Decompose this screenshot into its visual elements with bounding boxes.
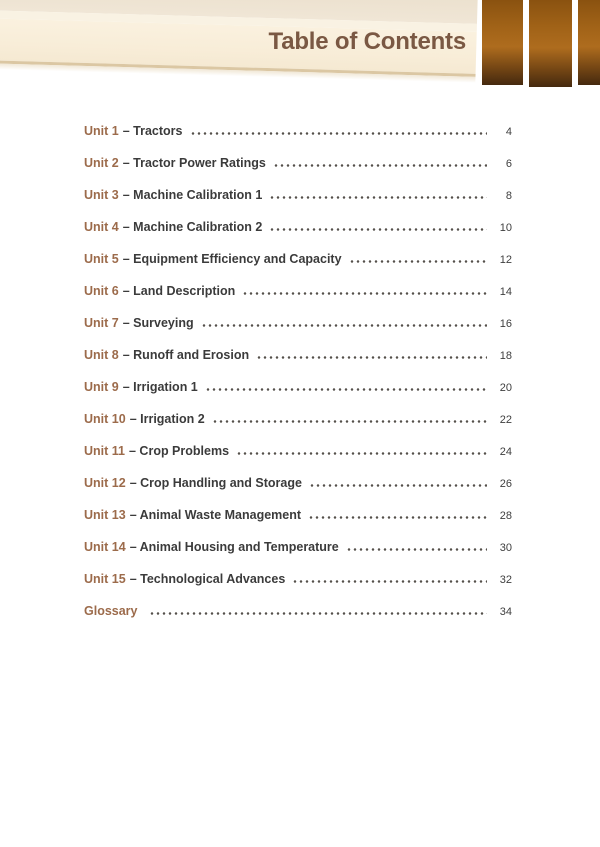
decorative-bar-1 [482, 0, 523, 85]
toc-entry-unit-label: Unit 13 [84, 508, 126, 522]
dotted-leader [205, 388, 487, 391]
toc-entry[interactable] [84, 114, 512, 146]
toc-entry[interactable] [84, 466, 512, 498]
toc-entry-title: – Runoff and Erosion [122, 348, 250, 362]
toc-entry-title: – Irrigation 1 [122, 380, 198, 394]
toc-entry-unit-label: Unit 15 [84, 572, 126, 586]
toc-entry-title: – Tractors [122, 124, 183, 138]
dotted-leader [292, 580, 487, 583]
decorative-bar-3 [578, 0, 600, 85]
toc-entry[interactable] [84, 242, 512, 274]
toc-entry-title: – Animal Waste Management [129, 508, 302, 522]
toc-entry-page-number: 22 [499, 414, 512, 426]
toc-entry-page-number: 12 [499, 254, 512, 266]
dotted-leader [349, 260, 487, 263]
toc-entry-unit-label: Unit 14 [84, 540, 126, 554]
toc-entry[interactable] [84, 146, 512, 178]
toc-entry-page-number: 28 [499, 510, 512, 522]
toc-entry-unit-label: Unit 11 [84, 444, 125, 458]
toc-entry-title: – Machine Calibration 1 [122, 188, 263, 202]
dotted-leader [149, 612, 487, 615]
toc-entry-unit-label: Glossary [84, 604, 138, 618]
toc-entry-unit-label: Unit 6 [84, 284, 119, 298]
toc-entry-page-number: 6 [505, 158, 512, 170]
toc-entry-title: – Irrigation 2 [129, 412, 205, 426]
toc-entry-title: – Tractor Power Ratings [122, 156, 266, 170]
toc-entry-title: – Technological Advances [129, 572, 286, 586]
toc-entry[interactable] [84, 530, 512, 562]
dotted-leader [269, 196, 487, 199]
toc-list [0, 114, 600, 626]
toc-entry-unit-label: Unit 2 [84, 156, 119, 170]
dotted-leader [236, 452, 487, 455]
toc-entry[interactable] [84, 498, 512, 530]
toc-entry-page-number: 30 [499, 542, 512, 554]
toc-entry-unit-label: Unit 4 [84, 220, 119, 234]
decorative-bar-2 [529, 0, 572, 87]
toc-entry-title: – Equipment Efficiency and Capacity [122, 252, 342, 266]
toc-entry-page-number: 26 [499, 478, 512, 490]
toc-entry[interactable] [84, 306, 512, 338]
toc-entry[interactable] [84, 402, 512, 434]
toc-entry-unit-label: Unit 3 [84, 188, 119, 202]
toc-entry-title: – Crop Handling and Storage [129, 476, 302, 490]
toc-entry-page-number: 34 [499, 606, 512, 618]
page-title: Table of Contents [268, 28, 466, 55]
dotted-leader [256, 356, 487, 359]
toc-entry[interactable] [84, 338, 512, 370]
dotted-leader [190, 132, 488, 135]
toc-entry[interactable] [84, 434, 512, 466]
toc-entry-unit-label: Unit 8 [84, 348, 119, 362]
page-header [0, 0, 600, 100]
toc-entry-page-number: 14 [499, 286, 512, 298]
toc-entry-title: – Land Description [122, 284, 236, 298]
toc-entry-unit-label: Unit 1 [84, 124, 119, 138]
dotted-leader [273, 164, 487, 167]
dotted-leader [242, 292, 487, 295]
toc-entry-title: – Animal Housing and Temperature [129, 540, 339, 554]
toc-entry-unit-label: Unit 5 [84, 252, 119, 266]
toc-entry-unit-label: Unit 9 [84, 380, 119, 394]
toc-entry[interactable] [84, 178, 512, 210]
toc-entry[interactable] [84, 562, 512, 594]
toc-entry-page-number: 20 [499, 382, 512, 394]
toc-entry[interactable] [84, 370, 512, 402]
dotted-leader [201, 324, 487, 327]
dotted-leader [309, 484, 487, 487]
dotted-leader [269, 228, 487, 231]
dotted-leader [308, 516, 487, 519]
toc-entry-page-number: 24 [499, 446, 512, 458]
toc-entry-unit-label: Unit 12 [84, 476, 126, 490]
dotted-leader [212, 420, 487, 423]
toc-entry-unit-label: Unit 10 [84, 412, 126, 426]
toc-entry-page-number: 8 [505, 190, 512, 202]
toc-entry-page-number: 16 [499, 318, 512, 330]
toc-entry[interactable] [84, 210, 512, 242]
toc-entry-page-number: 32 [499, 574, 512, 586]
toc-entry-page-number: 18 [499, 350, 512, 362]
toc-entry[interactable] [84, 274, 512, 306]
toc-entry-page-number: 4 [505, 126, 512, 138]
toc-entry-unit-label: Unit 7 [84, 316, 119, 330]
toc-entry[interactable] [84, 594, 512, 626]
dotted-leader [346, 548, 487, 551]
toc-entry-page-number: 10 [499, 222, 512, 234]
toc-entry-title: – Crop Problems [129, 444, 230, 458]
toc-entry-title: – Machine Calibration 2 [122, 220, 263, 234]
toc-entry-title: – Surveying [122, 316, 194, 330]
